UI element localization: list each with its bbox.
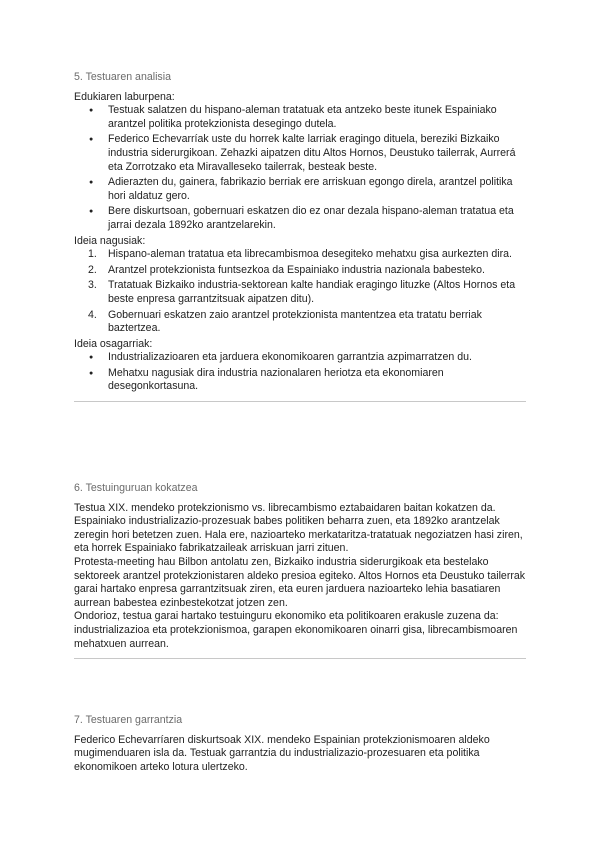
section-importance bbox=[74, 714, 526, 774]
list-item: ● Bere diskurtsoan, gobernuari eskatzen dio ez onar dezala hispano-aleman tratatua eta jarrai dezala 1892ko arantzelarekin. bbox=[108, 205, 526, 232]
section-context bbox=[74, 482, 526, 659]
item-number: 4. bbox=[88, 308, 97, 321]
item-text: Tratatuak Bizkaiko industria-sektorean kalte handiak eragingo lituzke (Altos Hornos eta beste enpresa garrantzitsuak aipatzen ditu). bbox=[108, 279, 516, 305]
summary-list bbox=[74, 104, 526, 232]
list-item: ● Federico Echevarríak uste du horrek kalte larriak eragingo dituela, bereziki Bizkaiko industria siderurgikoan. Zehazki aipatzen ditu Altos Hornos, Deustuko tailerrak, Aurrerá eta Zorrotzako eta Miravalleseko tailerrak, besteak beste. bbox=[108, 133, 526, 174]
secondary-ideas-label: Ideia osagarriak: bbox=[74, 337, 153, 350]
section-title: 5. Testuaren analisia bbox=[74, 71, 171, 83]
paragraph: Ondorioz, testua garai hartako testuinguru ekonomiko eta politikoaren erakusle zuzena da: industrializazioa eta protekzionismoa, garapen ekonomikoaren oinarri gisa, librecambismoaren mehatxuen aurrean. bbox=[74, 610, 518, 650]
list-item bbox=[88, 248, 526, 262]
item-number: 2. bbox=[88, 263, 97, 276]
main-ideas-list bbox=[74, 248, 526, 336]
secondary-ideas-list bbox=[74, 351, 526, 394]
list-item: ● Industrializazioaren eta jarduera ekonomikoaren garrantzia azpimarratzen du. bbox=[108, 351, 526, 365]
section-title: 6. Testuinguruan kokatzea bbox=[74, 482, 198, 494]
item-number: 1. bbox=[88, 248, 97, 261]
paragraph: Protesta-meeting hau Bilbon antolatu zen, Bizkaiko industria siderurgikoak eta bestelako sektoreek arantzel protekzionistaren aldeko presioa egiteko. Altos Hornos eta Deustuko tailerrak garai hartako enpresa garrantzitsuak ziren, eta euren jarduera nazioarteko lehia basatiaren aurrean babestea ezinbestekotzat jotzen zen. bbox=[74, 555, 526, 609]
item-text: Gobernuari eskatzen zaio arantzel protekzionista mantentzea eta tratatu berriak baztertzea. bbox=[108, 308, 482, 335]
list-item bbox=[88, 308, 526, 336]
item-text: Arantzel protekzionista funtsezkoa da Espainiako industria nazionala babesteko. bbox=[108, 263, 485, 276]
list-item: ● Adierazten du, gainera, fabrikazio berriak ere arriskuan egongo direla, arantzel politika hori aldatuz gero. bbox=[108, 176, 526, 203]
main-ideas-label: Ideia nagusiak: bbox=[74, 234, 146, 247]
section-analysis bbox=[74, 71, 526, 460]
paragraph: Testua XIX. mendeko protekzionismo vs. librecambismo eztabaidaren baitan kokatzen da. Espainiako industrializazio-prozesuak babes politiken beharra zuen, eta 1892ko arantzelak zeregin hori betetzen zuen. Hala ere, nazioarteko merkataritza-tratatuak negoziatzen hasi ziren, eta horrek Espainiako fabrikatzaileak arriskuan jarri zituen. bbox=[74, 501, 523, 555]
list-item bbox=[88, 279, 526, 306]
divider bbox=[74, 401, 526, 402]
section-title: 7. Testuaren garrantzia bbox=[74, 714, 183, 726]
paragraph: Federico Echevarríaren diskurtsoak XIX. mendeko Espainian protekzionismoaren aldeko mugimenduaren isla da. Testuak garrantzia du industrializazio-prozesuaren eta politika ekonomikoen arteko lotura ulertzeko. bbox=[74, 733, 490, 773]
list-item: ● Mehatxu nagusiak dira industria nazionalaren heriotza eta ekonomiaren desegonkortasuna. bbox=[108, 367, 526, 394]
list-item bbox=[88, 263, 526, 278]
item-text: Hispano-aleman tratatua eta librecambismoa desegiteko mehatxu gisa aurkezten dira. bbox=[108, 248, 512, 261]
item-number: 3. bbox=[88, 279, 97, 292]
summary-label: Edukiaren laburpena: bbox=[74, 90, 175, 103]
list-item: ● Testuak salatzen du hispano-aleman tratatuak eta antzeko beste itunek Espainiako arantzel politika protekzionista desegingo dutela. bbox=[108, 104, 526, 131]
divider bbox=[74, 658, 526, 659]
